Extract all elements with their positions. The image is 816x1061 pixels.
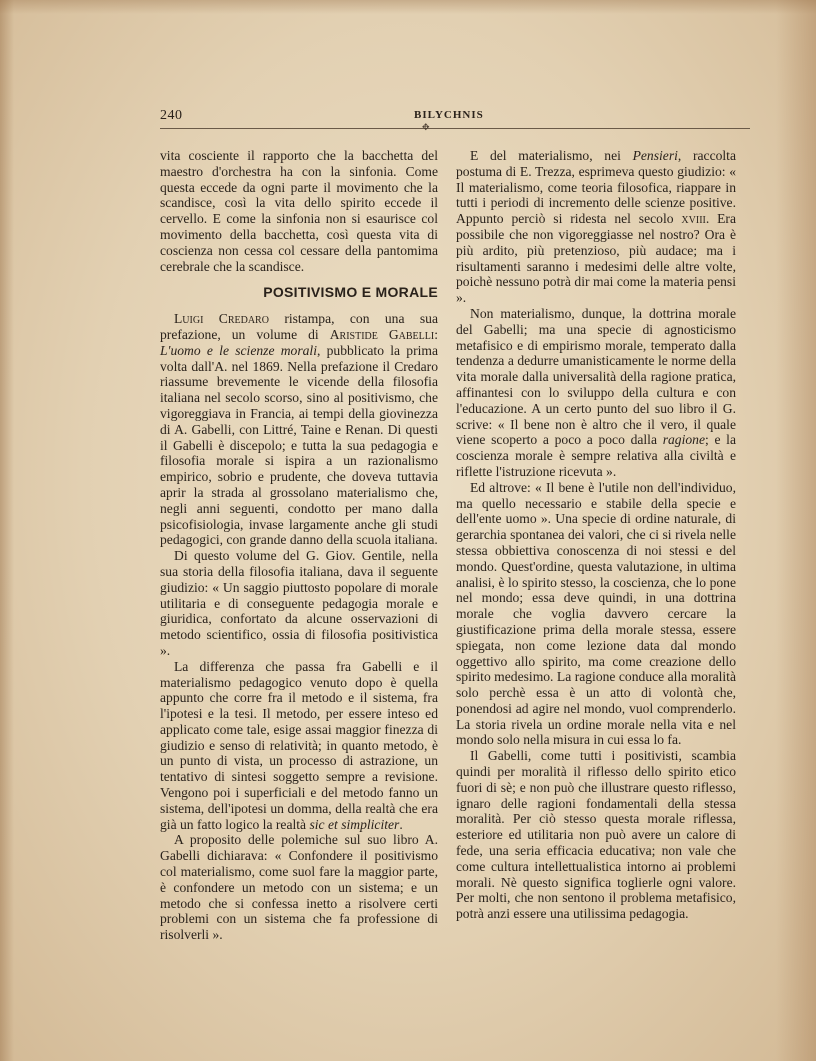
paragraph-trezza: E del materialismo, nei Pensieri, raccolta postuma di E. Trezza, esprimeva questo giudizio: « Il materialismo, come teoria filosofica, riappare in tutti i periodi di incremento delle scienze positive. Appunto perciò si ridesta nel secolo xviii. Era possibile che non vigoreggiasse nel nostro? Ora è più ardito, più pretenzioso, più audace; ma i risultamenti saranno i medesimi delle altre volte, poichè nessuno potrà dir mai come la materia pensi ».	[456, 148, 736, 306]
paragraph-polemiche: A proposito delle polemiche sul suo libro A. Gabelli dichiarava: « Confondere il positivismo col materialismo, come suol fare la maggior parte, è confondere un metodo con un sistema; e un metodo che si confessa inetto a risolvere certi problemi con un sistema che fa professione di risolverli ».	[160, 832, 438, 943]
author-name: Luigi Credaro	[174, 311, 269, 327]
page-header	[160, 108, 780, 138]
paragraph-positivisti: Il Gabelli, come tutti i positivisti, scambia quindi per moralità il riflesso dello spirito etico fuori di sè; e non può che illustrare questo riflesso, ignaro delle ragioni fondamentali della stessa moralità. Per ciò stesso questa morale riflessa, esteriore ed utilitaria non può avere un calore di fede, una seria efficacia educativa; non vale che come cultura intellettualistica intorno ai problemi morali. Nè questo significa toglierle ogni valore. Per molti, che non sentono il problema metafisico, potrà anzi essere una utilissima pedagogia.	[456, 748, 736, 922]
page-edge-shadow-right	[776, 0, 816, 1061]
paragraph-altrove: Ed altrove: « Il bene è l'utile non dell'individuo, ma quello necessario e stabile della specie e dell'ente uomo ». Una specie di ordine naturale, di gerarchia spontanea dei valori, che ci si rivela nelle stessa obbiettiva conoscenza di noi stessi e del mondo. Quest'ordine, questa valutazione, in ultima analisi, è lo spirito stesso, la coscienza, che lo pone nel mondo; essa deve quindi, in una dottrina morale che voglia davvero cercare la giustificazione prima della morale stessa, essere spiegata, non come lezione data dal mondo oggettivo allo spirito, ma come creazione dello spirito medesimo. La ragione conduce alla moralità solo perchè essa è un atto di volontà che, ponendosi ad agire nel mondo, vuol comprenderlo. La storia rivela un ordine morale nella vita e nel mondo solo nella misura in cui essa lo fa.	[456, 479, 736, 748]
paragraph-dottrina: Non materialismo, dunque, la dottrina morale del Gabelli; ma una specie di agnosticismo metafisico e di empirismo morale, temperato dalla tendenza a dedurre umanisticamente le norme della vita morale dalla universalità della ragione pratica, affinantesi con lo sviluppo della cultura e con l'educazione. A un certo punto del suo libro il G. scrive: « Il bene non è altro che il vero, il quale viene scoperto a poco a poco dalla ragione; e la coscienza morale è sempre relativa alla civiltà e riflette l'istruzione ricevuta ».	[456, 305, 736, 479]
header-rule	[160, 128, 750, 129]
page-edge-shadow-left	[0, 0, 14, 1061]
running-title: BILYCHNIS	[414, 109, 484, 121]
paragraph-intro: vita cosciente il rapporto che la bacchetta del maestro d'orchestra ha con la sinfonia. Come questa eccede da ogni parte il movimento che la scandisce, così la vita dello spirito eccede il cervello. E come la sinfonia non si esaurisce col movimento della bacchetta, così questa vita di coscienza non cessa col cessare della pantomima cerebrale che la scandisce.	[160, 148, 438, 274]
page-number: 240	[160, 108, 183, 123]
right-column	[456, 148, 736, 922]
left-column	[160, 148, 438, 943]
author-name: Aristide Gabelli	[329, 326, 435, 342]
paragraph-differenza: La differenza che passa fra Gabelli e il materialismo pedagogico venuto dopo è quella appunto che corre fra il metodo e il sistema, fra l'ipotesi e la tesi. Il metodo, per essere inteso ed applicato come tale, esige assai maggior finezza di giudizio e senso di relatività; in quanto metodo, è un punto di vista, un processo di astrazione, un tentativo di sintesi soggetto sempre a revisione. Vengono poi i superficiali e del metodo fanno un sistema, dell'ipotesi un domma, della realtà che era già un fatto logico la realtà sic et simpliciter.	[160, 658, 438, 832]
book-title: L'uomo e le scienze morali	[160, 342, 317, 358]
paragraph-gentile: Di questo volume del G. Giov. Gentile, nella sua storia della filosofia italiana, dava il seguente giudizio: « Un saggio piuttosto popolare di morale utilitaria e di conseguente pedagogia morale e giuridica, confortato da alcune osservazioni di metodo scientifico, ossia di filosofia positivistica ».	[160, 548, 438, 658]
header-ornament-icon: ✥	[422, 122, 430, 132]
page-edge-shadow-top	[0, 0, 816, 14]
paragraph-credaro: Luigi Credaro ristampa, con una sua prefazione, un volume di Aristide Gabelli: L'uomo e le scienze morali, pubblicato la prima volta dall'A. nel 1869. Nella prefazione il Credaro riassume brevemente le vicende della filosofia italiana nel secolo scorso, sino al positivismo, che vigoreggiava in Francia, ai tempi della giovinezza di A. Gabelli, con Littré, Taine e Renan. Di questi il Gabelli è discepolo; e tutta la sua pedagogia e filosofia morale si ispira a un razionalismo empirico, sobrio e prudente, che doveva tuttavia aprir la strada al grossolano materialismo che, negli anni seguenti, condotto per mano dalla psicofisiologia, invase largamente anche gli studi pedagogici, con grande danno della scuola italiana.	[160, 311, 438, 548]
section-title: POSITIVISMO E MORALE	[263, 284, 438, 301]
